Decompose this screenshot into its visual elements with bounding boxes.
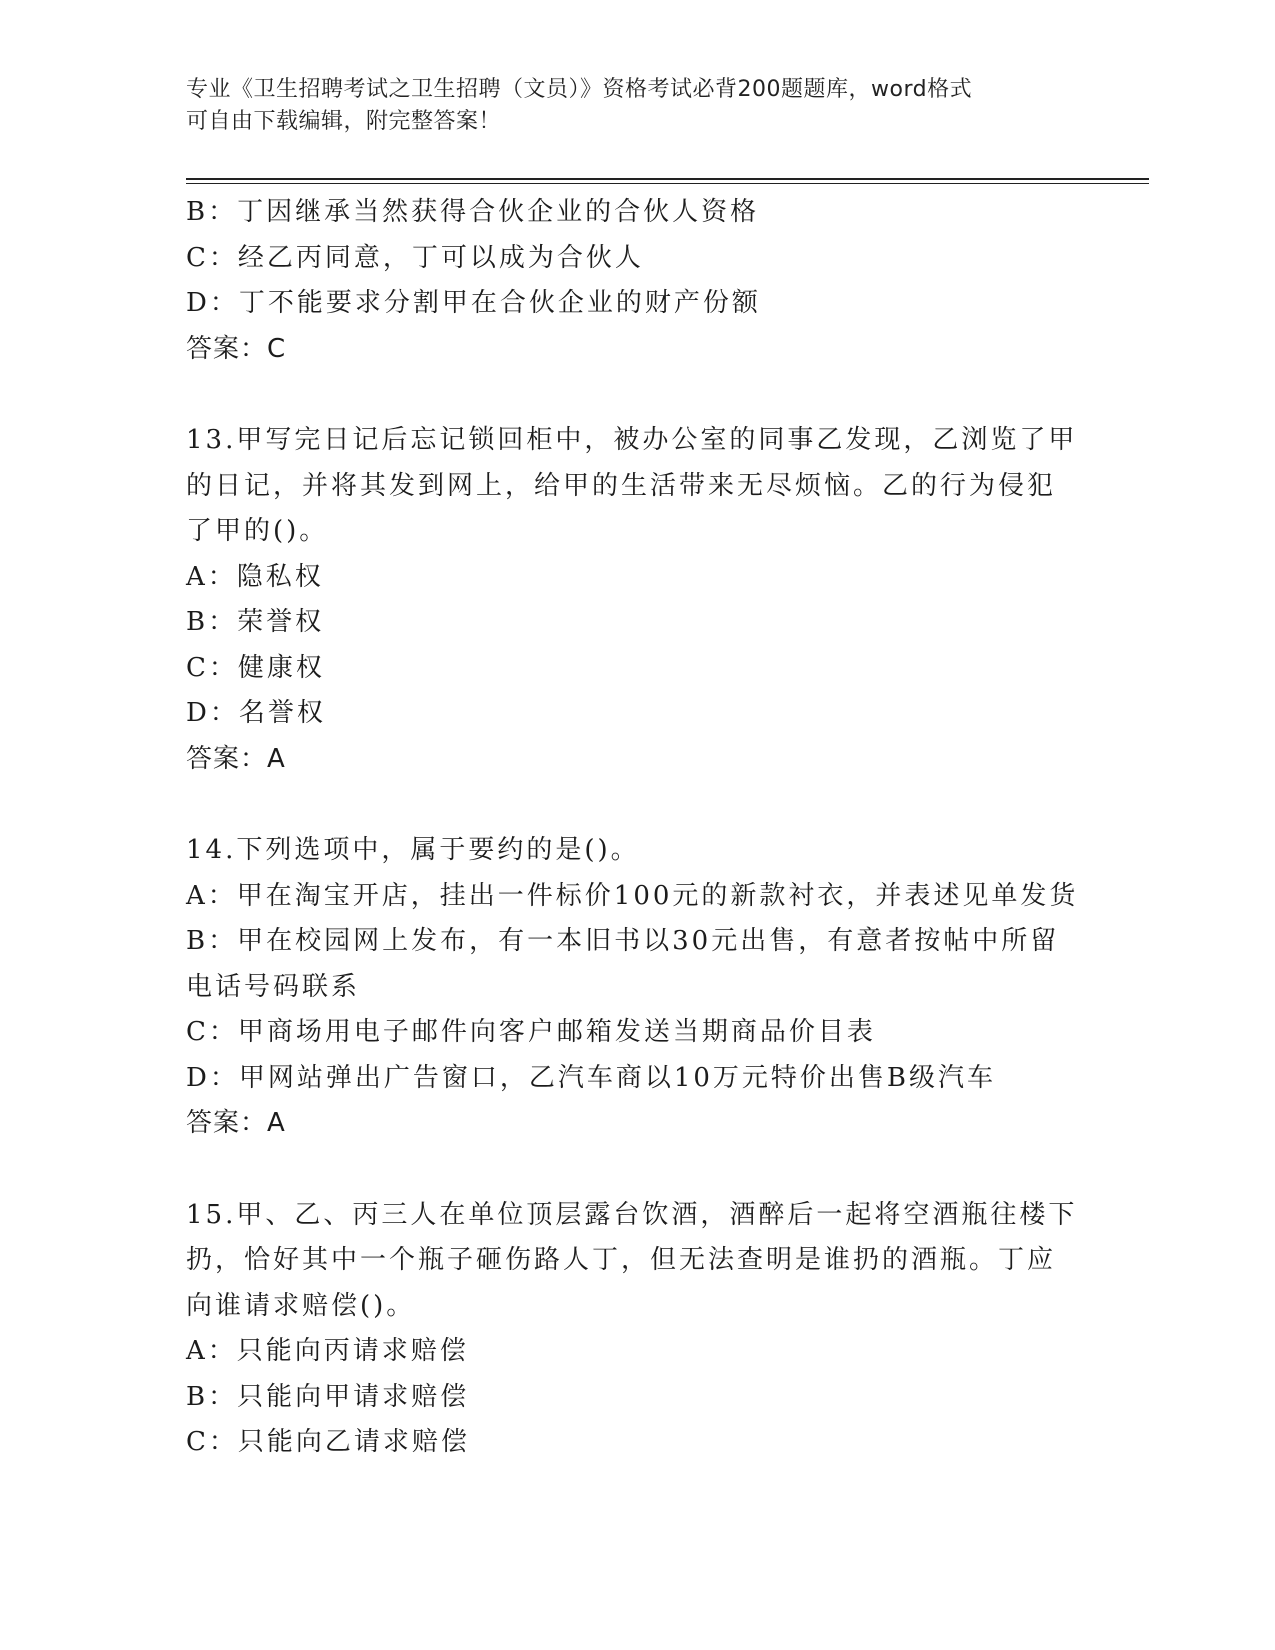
option-b: B：只能向甲请求赔偿 bbox=[186, 1381, 470, 1412]
option-a: A：甲在淘宝开店，挂出一件标价100元的新款衬衣，并表述见单发货 bbox=[186, 880, 1079, 911]
spacer bbox=[186, 1147, 1086, 1193]
option-d: D：甲网站弹出广告窗口，乙汽车商以10万元特价出售B级汽车 bbox=[186, 1062, 997, 1093]
header-line-2: 可自由下载编辑，附完整答案！ bbox=[186, 109, 502, 134]
answer: 答案：C bbox=[186, 333, 287, 364]
option-d: D：名誉权 bbox=[186, 698, 326, 728]
question-stem-line: 15.甲、乙、丙三人在单位顶层露台饮酒，酒醉后一起将空酒瓶往楼下 bbox=[186, 1199, 1078, 1230]
question-stem-line: 的日记，并将其发到网上，给甲的生活带来无尽烦恼。乙的行为侵犯 bbox=[186, 470, 1057, 501]
header-line-1: 专业《卫生招聘考试之卫生招聘（文员）》资格考试必背200题题库，word格式 bbox=[186, 77, 973, 102]
answer: 答案：A bbox=[186, 743, 286, 774]
spacer bbox=[186, 782, 1086, 828]
question-stem-line: 了甲的()。 bbox=[186, 516, 329, 546]
option-c: C：经乙丙同意，丁可以成为合伙人 bbox=[186, 242, 644, 273]
answer: 答案：A bbox=[186, 1108, 286, 1138]
question-stem-line: 13.甲写完日记后忘记锁回柜中，被办公室的同事乙发现，乙浏览了甲 bbox=[186, 425, 1078, 455]
option-d: D：丁不能要求分割甲在合伙企业的财产份额 bbox=[186, 288, 761, 318]
question-13 bbox=[186, 418, 1086, 782]
option-c: C：健康权 bbox=[186, 652, 325, 683]
question-14 bbox=[186, 828, 1086, 1147]
option-a: A：只能向丙请求赔偿 bbox=[186, 1336, 469, 1366]
option-c: C：甲商场用电子邮件向客户邮箱发送当期商品价目表 bbox=[186, 1017, 876, 1047]
option-b: B：甲在校园网上发布，有一本旧书以30元出售，有意者按帖中所留 bbox=[186, 926, 1060, 956]
question-stem-line: 扔，恰好其中一个瓶子砸伤路人丁，但无法查明是谁扔的酒瓶。丁应 bbox=[186, 1245, 1057, 1275]
question-stem-line: 向谁请求赔偿()。 bbox=[186, 1290, 416, 1321]
header-rule-thick bbox=[186, 178, 1149, 180]
question-12 bbox=[186, 190, 1086, 372]
option-b: B：丁因继承当然获得合伙企业的合伙人资格 bbox=[186, 197, 760, 227]
question-stem-line: 14.下列选项中，属于要约的是()。 bbox=[186, 835, 640, 865]
question-content bbox=[186, 190, 1086, 1466]
question-15 bbox=[186, 1193, 1086, 1466]
option-b-continued: 电话号码联系 bbox=[186, 971, 361, 1002]
header-rule-thin bbox=[186, 183, 1149, 184]
option-b: B：荣誉权 bbox=[186, 607, 325, 637]
option-c: C：只能向乙请求赔偿 bbox=[186, 1427, 470, 1457]
option-a: A：隐私权 bbox=[186, 561, 324, 592]
spacer bbox=[186, 372, 1086, 418]
page-header bbox=[186, 74, 1086, 138]
